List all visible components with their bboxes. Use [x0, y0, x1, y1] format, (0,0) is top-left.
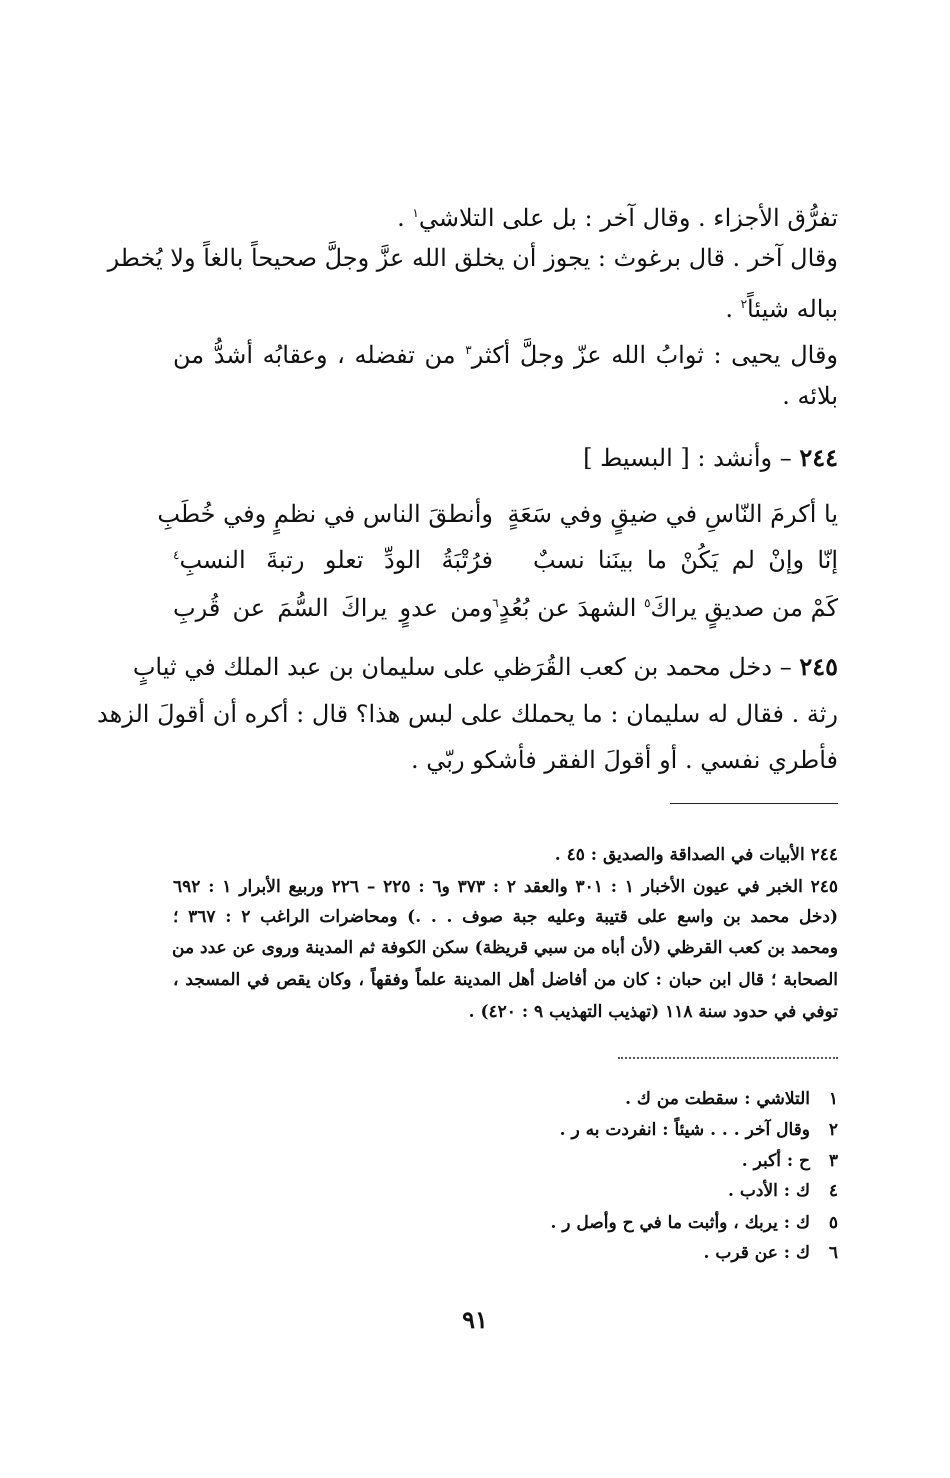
- item-intro: – وأنشد : [ البسيط ]: [583, 444, 800, 472]
- note-number: ٢٤٤: [810, 845, 838, 865]
- footnote-text: التلاشي : سقطت من ك .: [625, 1089, 810, 1109]
- note-number: ٢٤٥: [810, 877, 838, 897]
- footnote-5: [173, 1212, 838, 1234]
- note-245-cont-1: (دخل محمد بن واسع على قتيبة وعليه جبة صوف . . .) ومحاضرات الراغب ٢ : ٣٦٧ ؛: [173, 907, 838, 927]
- para2-line1: [173, 335, 838, 370]
- verse-1: [157, 500, 838, 532]
- verse-3-first-b: الشهدَ عن بُعُدٍ: [498, 594, 645, 622]
- footnote-6: [173, 1242, 838, 1264]
- footnote-ref: ٥: [644, 596, 651, 610]
- verse-3: [173, 594, 838, 626]
- para1-line1-text: تفرُّق الأجزاء . وقال آخر : بل على التلاشي: [418, 204, 838, 232]
- verse-2: [173, 546, 838, 578]
- footnote-number: ٦: [828, 1243, 838, 1263]
- footnote-number: ١: [828, 1089, 838, 1109]
- footnote-number: ٣: [828, 1151, 838, 1171]
- note-245: [173, 876, 838, 898]
- note-text: الأبيات في الصداقة والصديق : ٤٥ .: [554, 845, 811, 865]
- para1-line2: وقال آخر . قال برغوث : يجوز أن يخلق الله عزَّ وجلَّ صحيحاً بالغاً ولا يُخطر: [107, 244, 838, 272]
- verse-1-second-hemistich: وأنطقَ الناس في نظمٍ وفي خُطَبِ: [157, 500, 493, 528]
- para2-line2: بلائه .: [782, 382, 838, 410]
- notes-divider: [670, 803, 838, 804]
- para2-line1-a: وقال يحيى : ثوابُ الله عزّ وجلَّ أكثر: [471, 341, 839, 369]
- item-244-heading: [173, 443, 838, 473]
- footnote-1: [173, 1088, 838, 1110]
- footnote-text: ك : الأدب .: [728, 1181, 810, 1201]
- para1-line3: [173, 289, 838, 324]
- footnote-text: ك : يربك ، وأثبت ما في ح وأصل ر .: [550, 1213, 810, 1233]
- footnote-ref: ٤: [173, 548, 180, 562]
- item-245-line1-text: – دخل محمد بن كعب القُرَظي على سليمان بن عبد الملك في ثيابٍ: [132, 653, 800, 681]
- footnote-number: ٥: [828, 1213, 838, 1233]
- footnote-text: وقال آخر . . . شيئاً : انفردت به ر .: [559, 1120, 810, 1140]
- page-number: ٩١: [462, 1305, 488, 1334]
- verse-2-second-hemistich: [173, 546, 493, 574]
- note-text: الخبر في عيون الأخبار ١ : ٣٠١ والعقد ٢ : ٣٧٣ و٦ : ٢٢٥ – ٢٢٦ وربيع الأبرار ١ : ٦٩٢: [173, 877, 811, 897]
- verse-3-first-hemistich: [492, 594, 838, 622]
- item-245-line1: [132, 652, 838, 682]
- note-245-cont-3: الصحابة ؛ قال ابن حبان : كان من أفاضل أهل المدينة علماً وفقهاً ، وكان يقص في المسجد ،: [173, 970, 838, 990]
- footnote-text: ك : عن قرب .: [703, 1243, 810, 1263]
- para1-line3-end: .: [725, 295, 741, 323]
- para1-line3-text: بباله شيئاً: [747, 295, 838, 323]
- footnote-number: ٤: [828, 1181, 838, 1201]
- item-number: ٢٤٤: [799, 443, 838, 472]
- item-245-line3: فأطري نفسي . أو أقولَ الفقر فأشكو ربّي .: [411, 746, 838, 774]
- footnote-ref: ٦: [492, 596, 499, 610]
- footnote-ref: ١: [412, 206, 419, 220]
- para1-line1-end: .: [397, 204, 413, 232]
- footnote-number: ٢: [828, 1120, 838, 1140]
- verse-3-second-hemistich: ومن عدوٍ يراكَ السُّمَ عن قُربِ: [173, 594, 493, 622]
- footnote-4: [173, 1180, 838, 1202]
- note-244: [173, 844, 838, 866]
- item-245-line2: رثة . فقال له سليمان : ما يحملك على لبس هذا؟ قال : أكره أن أقولَ الزهد: [97, 700, 838, 728]
- item-number: ٢٤٥: [799, 652, 838, 681]
- note-245-cont-4: توفي في حدود سنة ١١٨ (تهذيب التهذيب ٩ : ٤٢٠) .: [468, 1002, 838, 1022]
- footnote-2: [173, 1119, 838, 1141]
- footnote-3: [173, 1150, 838, 1172]
- footnote-text: ح : أكبر .: [741, 1151, 810, 1171]
- verse-2-second-text: فرُتْبَةُ الودِّ تعلو رتبةَ النسبِ: [179, 546, 493, 574]
- footnote-ref: ٢: [740, 297, 748, 311]
- note-245-cont-2: ومحمد بن كعب القرظي (لأن أباه من سبي قريظة) سكن الكوفة ثم المدينة وروى عن عدد من: [172, 938, 838, 958]
- footnotes-divider: [618, 1057, 838, 1059]
- verse-1-first-hemistich: يا أكرمَ النّاسِ في ضيقٍ وفي سَعَةٍ: [507, 500, 838, 528]
- para2-line1-b: من تفضله ، وعقابُه أشدُّ من: [173, 341, 466, 369]
- para1-line1: [173, 198, 838, 233]
- verse-2-first-hemistich: إنّا وإنْ لم يَكُنْ ما بينَنا نسبٌ: [533, 546, 838, 574]
- verse-3-first-a: كَمْ من صديقٍ يراكَ: [650, 594, 838, 622]
- footnote-ref: ٣: [465, 343, 472, 357]
